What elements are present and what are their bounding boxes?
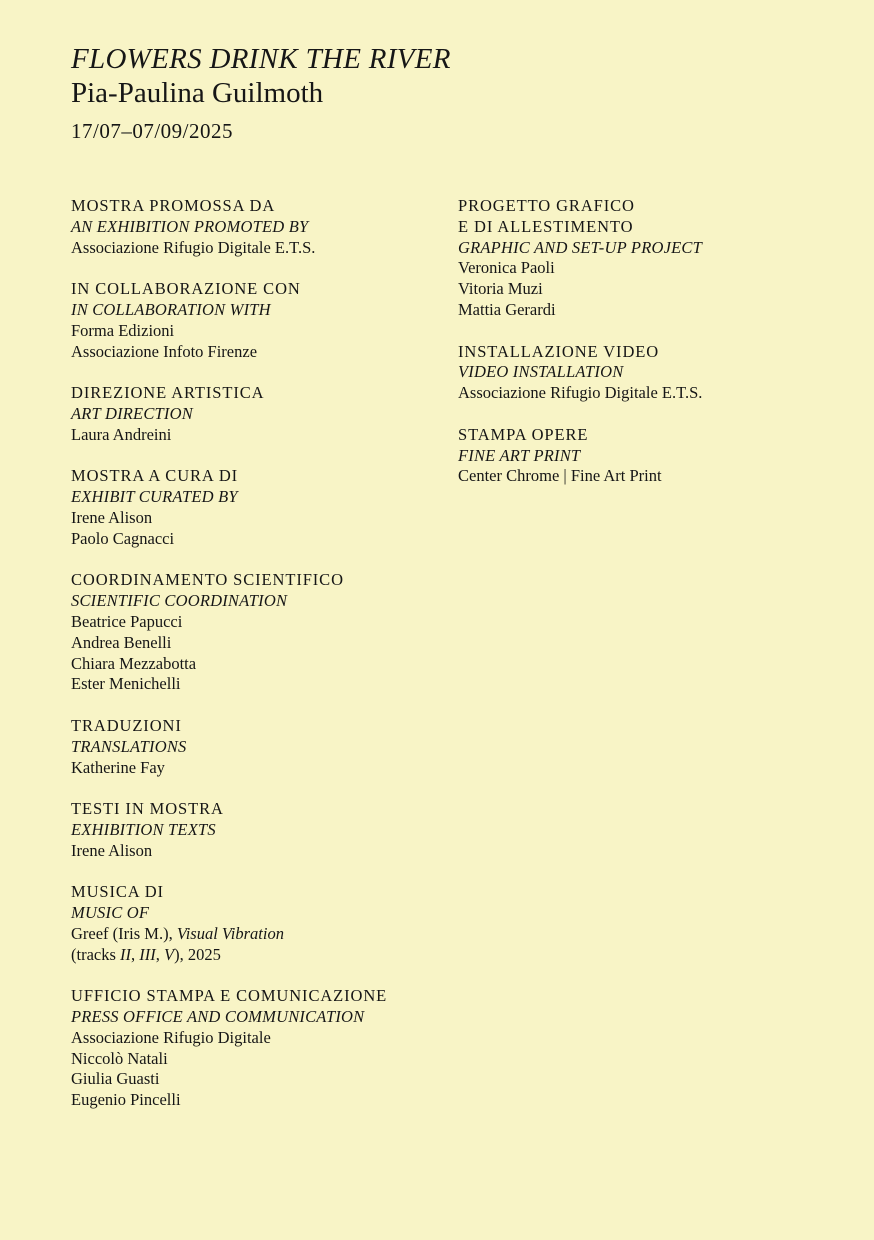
section-label-en: IN COLLABORATION WITH (71, 299, 271, 319)
section-label-it: STAMPA OPERE (458, 424, 589, 444)
section-label-it: E DI ALLESTIMENTO (458, 216, 634, 236)
section-label-it: MOSTRA A CURA DI (71, 466, 239, 486)
credit-name: Chiara Mezzabotta (71, 653, 197, 673)
section-label-it: TESTI IN MOSTRA (71, 799, 224, 819)
credit-name: Laura Andreini (71, 424, 172, 444)
credit-name: Andrea Benelli (71, 632, 172, 652)
credit-name: Paolo Cagnacci (71, 528, 175, 548)
exhibition-header (71, 42, 451, 144)
credit-name: Vitoria Muzi (458, 279, 543, 299)
section-label-it: IN COLLABORAZIONE CON (71, 279, 301, 299)
music-tracks-line (71, 945, 451, 966)
credit-section-promoted-by (71, 196, 451, 258)
credit-name: Veronica Paoli (458, 258, 555, 278)
section-label-it: MOSTRA PROMOSSA DA (71, 196, 276, 215)
credit-section-exhibition-texts (71, 799, 451, 861)
credit-section-collaboration (71, 279, 451, 362)
credit-section-art-direction (71, 383, 451, 445)
section-label-it: TRADUZIONI (71, 715, 182, 735)
credit-name: Beatrice Papucci (71, 611, 183, 631)
credit-name: Eugenio Pincelli (71, 1090, 181, 1110)
tracks-sep: , (131, 944, 140, 964)
tracks-open: (tracks (71, 944, 121, 964)
section-label-it: INSTALLAZIONE VIDEO (458, 341, 660, 361)
credit-name: Ester Menichelli (71, 674, 181, 694)
section-label-en: ART DIRECTION (71, 403, 193, 423)
credit-section-scientific-coordination (71, 570, 451, 695)
tracks-sep: , (155, 944, 165, 964)
credit-section-music (71, 882, 451, 965)
exhibition-dates: 17/07–07/09/2025 (71, 119, 234, 143)
artist-name: Pia-Paulina Guilmoth (71, 77, 324, 109)
section-label-en: PRESS OFFICE AND COMMUNICATION (71, 1007, 365, 1027)
section-label-en: SCIENTIFIC COORDINATION (71, 591, 288, 611)
credit-section-graphic-project (458, 196, 838, 321)
credit-name: Associazione Rifugio Digitale E.T.S. (458, 383, 703, 403)
credit-name: Associazione Rifugio Digitale (71, 1027, 271, 1047)
credit-name: Giulia Guasti (71, 1069, 160, 1089)
section-label-it: PROGETTO GRAFICO (458, 196, 635, 215)
credit-name: Katherine Fay (71, 757, 165, 777)
section-label-en: TRANSLATIONS (71, 736, 187, 756)
track-3: V (164, 944, 175, 964)
music-album: Visual Vibration (176, 923, 284, 943)
section-label-en: VIDEO INSTALLATION (458, 362, 624, 382)
credit-section-curated-by (71, 466, 451, 549)
credit-name: Associazione Rifugio Digitale E.T.S. (71, 237, 316, 257)
section-label-it: DIREZIONE ARTISTICA (71, 383, 265, 403)
section-label-it: UFFICIO STAMPA E COMUNICAZIONE (71, 986, 388, 1006)
music-artist: Greef (Iris M.), (71, 923, 177, 943)
section-label-en: GRAPHIC AND SET-UP PROJECT (458, 237, 702, 257)
exhibition-title: FLOWERS DRINK THE RIVER (71, 43, 451, 75)
music-credit-line (71, 924, 451, 945)
credit-name: Irene Alison (71, 840, 153, 860)
credit-name: Niccolò Natali (71, 1048, 168, 1068)
credits-right-column (458, 196, 838, 508)
section-label-en: AN EXHIBITION PROMOTED BY (71, 216, 309, 236)
credit-name: Irene Alison (71, 507, 153, 527)
credit-section-press-office (71, 986, 451, 1111)
credit-section-video-installation (458, 342, 838, 404)
credit-name: Mattia Gerardi (458, 299, 556, 319)
section-label-en: MUSIC OF (71, 903, 150, 923)
credits-left-column (71, 196, 451, 1132)
track-2: III (139, 944, 156, 964)
tracks-close: ), 2025 (174, 944, 221, 964)
section-label-it: MUSICA DI (71, 882, 164, 902)
section-label-en: EXHIBITION TEXTS (71, 819, 216, 839)
track-1: II (120, 944, 132, 964)
credit-name: Center Chrome | Fine Art Print (458, 466, 662, 486)
section-label-en: EXHIBIT CURATED BY (71, 487, 238, 507)
credit-section-translations (71, 716, 451, 778)
credit-name: Associazione Infoto Firenze (71, 341, 258, 361)
credit-section-fine-art-print (458, 425, 838, 487)
section-label-en: FINE ART PRINT (458, 445, 581, 465)
section-label-it: COORDINAMENTO SCIENTIFICO (71, 570, 344, 590)
credit-name: Forma Edizioni (71, 320, 175, 340)
